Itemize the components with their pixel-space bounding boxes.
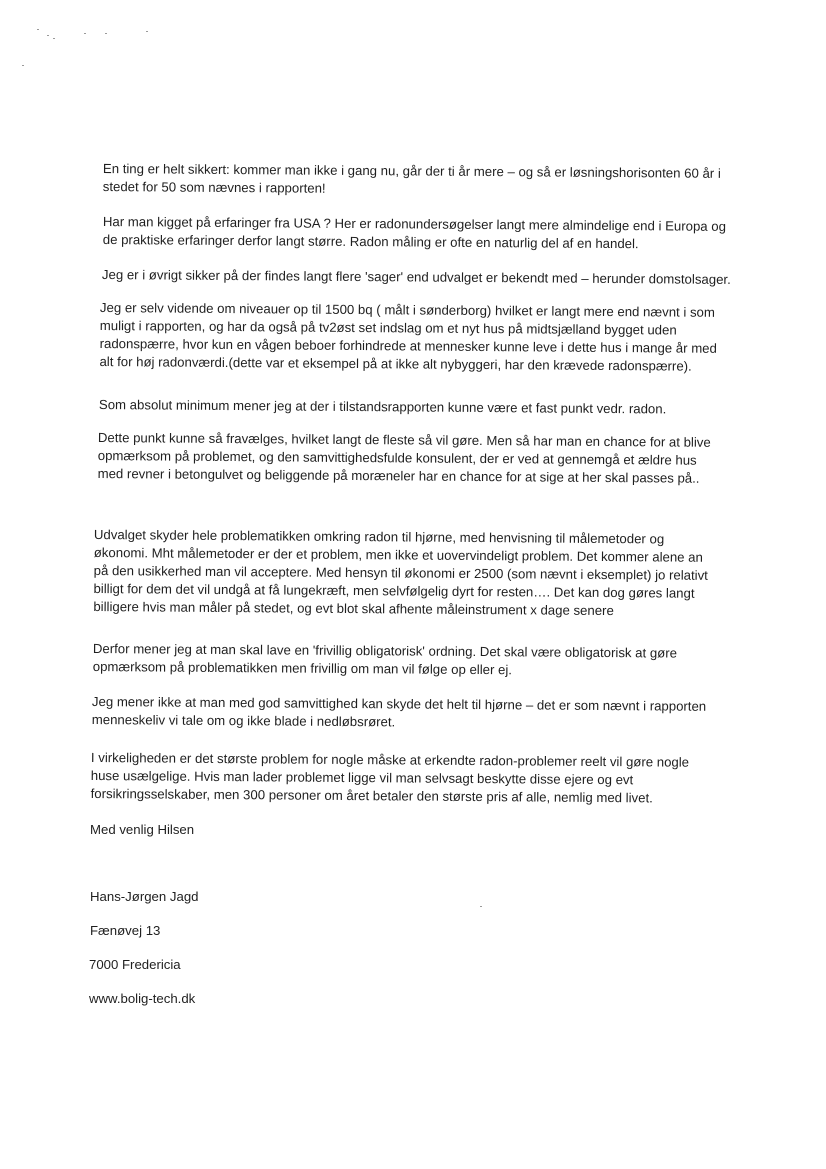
text-line: radonspærre, hvor kun en vågen beboer forhindrede at mennesker kunne leve i dette hus i mange år med	[99, 335, 717, 356]
paragraph-committee-criticism	[93, 526, 708, 621]
text-line: de praktiske erfaringer derfor langt større. Radon måling er ofte en naturlig del af en handel.	[102, 231, 639, 252]
text-line: forsikringsselskaber, men 300 personer om året betaler den største pris af alle, nemlig med livet.	[90, 785, 653, 806]
paragraph-conscience	[92, 693, 707, 734]
text-line: Jeg er selv vidende om niveauer op til 1500 bq ( målt i sønderborg) hvilket er langt mere end nævnt i som	[99, 299, 715, 320]
text-line: billigt for dem det vil undgå at få lungekræft, men selvfølgelig dyrt for resten…. Det kan dog gøres langt	[93, 580, 695, 601]
scan-speck	[84, 33, 86, 34]
text-line: Jeg er i øvrigt sikker på der findes langt flere 'sager' end udvalget er bekendt med – herunder domstolsager.	[101, 266, 731, 287]
text-line: menneskeliv vi tale om og ikke blade i nedløbsrøret.	[91, 711, 396, 730]
text-line: Som absolut minimum mener jeg at der i tilstandsrapporten kunne være et fast punkt vedr. radon.	[98, 396, 667, 417]
signature-city: 7000 Fredericia	[89, 957, 181, 972]
signature-street: Fænøvej 13	[90, 923, 161, 938]
text-line: En ting er helt sikkert: kommer man ikke i gang nu, går der ti år mere – og så er løsningshorisonten 60 år i	[102, 160, 721, 181]
text-line: Dette punkt kunne så fravælges, hvilket langt de fleste så vil gøre. Men så har man en chance for at blive	[97, 429, 711, 450]
paragraph-voluntary-mandatory	[93, 640, 677, 681]
text-line: opmærksom på problematikken men frivillig om man vil følge op eller ej.	[92, 658, 513, 678]
text-line: på den usikkerhed man vil acceptere. Med hensyn til økonomi er 2500 (som nævnt i eksemplet) jo relativt	[93, 562, 708, 583]
paragraph-next-steps	[103, 160, 721, 201]
text-line: Udvalget skyder hele problematikken omkring radon til hjørne, med henvisning til målemetoder og	[93, 526, 665, 547]
paragraph-radon-levels	[99, 299, 717, 376]
text-line: med revner i betongulvet og beliggende på moræneler har en chance for at sige at her skal passes på..	[97, 465, 700, 486]
paragraph-unsellable-houses	[91, 749, 690, 808]
text-line: alt for høj radonværdi.(dette var et eksempel på at ikke alt nybyggeri, har den krævede radonspærre).	[99, 353, 692, 374]
text-line: billigere hvis man måler på stedet, og evt blot skal afhente måleinstrument x dage senere	[93, 598, 614, 619]
text-line: Har man kigget på erfaringer fra USA ? Her er radonundersøgelser langt mere almindelige end i Europa og	[102, 213, 727, 234]
signature-name: Hans-Jørgen Jagd	[90, 889, 199, 904]
paragraph-more-cases	[102, 266, 731, 289]
scan-speck	[146, 31, 148, 32]
signature-website: www.bolig-tech.dk	[89, 991, 196, 1006]
paragraph-usa-experience	[103, 213, 726, 254]
text-line: huse usælgelige. Hvis man lader problemet ligge vil man selvsagt beskytte disse ejere og evt	[90, 767, 634, 788]
text-line: Jeg mener ikke at man med god samvittighed kan skyde det helt til hjørne – det er som nævnt i rapporten	[91, 693, 707, 714]
closing-salutation: Med venlig Hilsen	[90, 822, 195, 837]
paragraph-minimum-requirement	[99, 396, 666, 418]
text-line: muligt i rapporten, og har da også på tv2øst set indslag om et nyt hus på midtsjælland bygget uden	[99, 317, 677, 338]
text-line: opmærksom på problemet, og den samvittighedsfulde konsulent, der er ved at gennemgå et ældre hus	[97, 447, 697, 468]
paragraph-opt-out	[98, 429, 711, 488]
scan-speck	[53, 38, 55, 39]
scan-speck	[105, 33, 107, 34]
text-line: Derfor mener jeg at man skal lave en 'frivillig obligatorisk' ordning. Det skal være obligatorisk at gøre	[92, 640, 678, 661]
text-line: økonomi. Mht målemetoder er der et problem, men ikke et uovervindeligt problem. Det kommer alene an	[93, 544, 703, 565]
text-line: stedet for 50 som nævnes i rapporten!	[102, 178, 326, 196]
scan-speck	[37, 29, 39, 30]
scan-speck	[22, 65, 24, 66]
scan-speck	[480, 906, 482, 907]
scan-speck	[47, 35, 49, 36]
text-line: I virkeligheden er det største problem for nogle måske at erkendte radon-problemer reelt vil gøre nogle	[90, 749, 690, 770]
